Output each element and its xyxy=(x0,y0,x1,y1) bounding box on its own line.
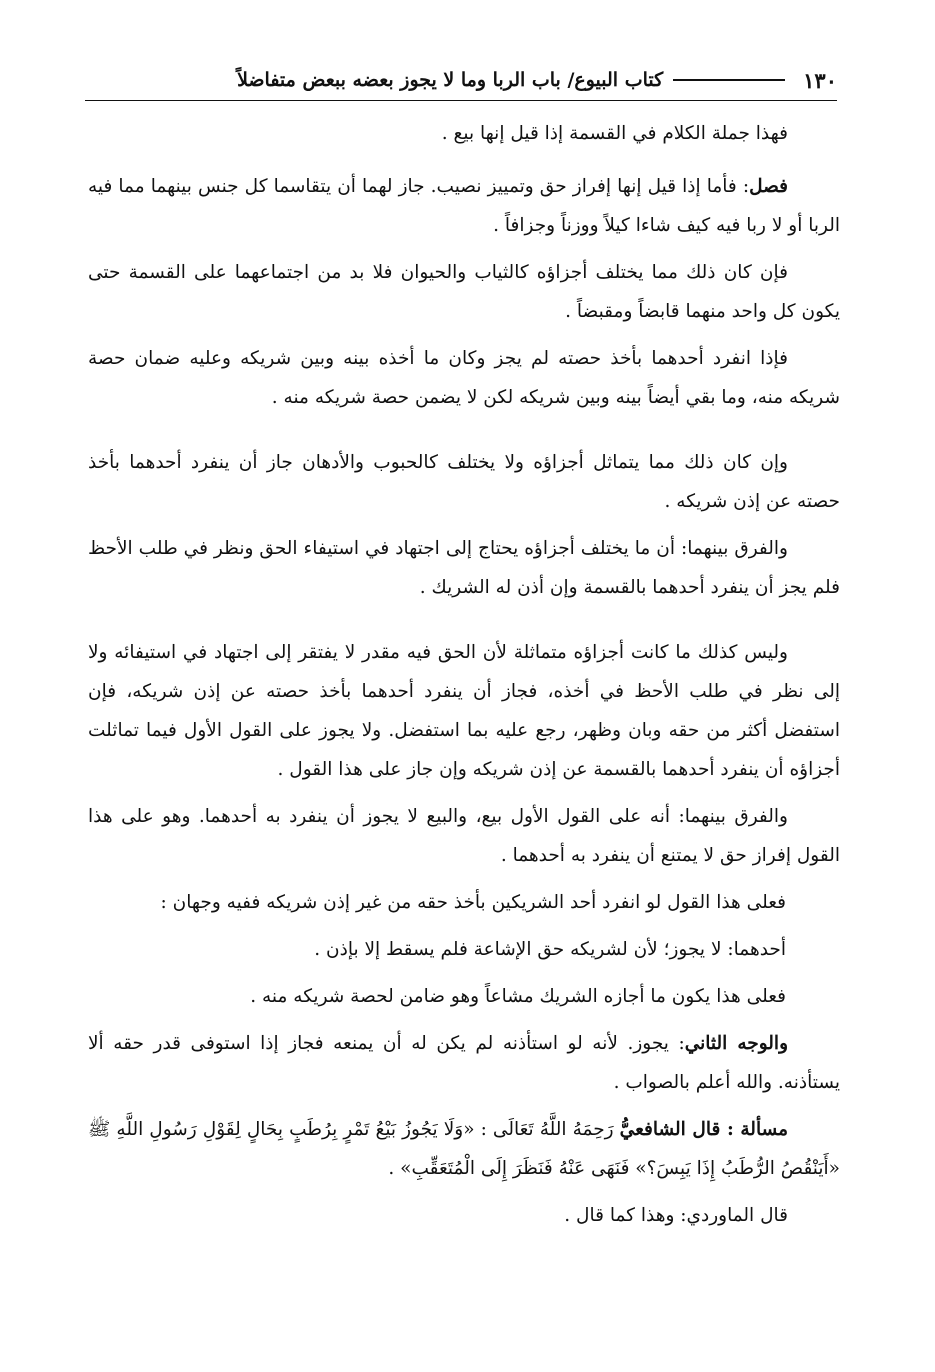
paragraph-7 xyxy=(88,633,840,789)
paragraph-5 xyxy=(88,443,840,521)
paragraph-4 xyxy=(88,339,840,417)
paragraph-text: : يجوز. لأنه لو استأذنه لم يكن له أن يمنعه فجاز إذا استوفى قدر حقه ألا يستأذنه. والله أعلم بالصواب . xyxy=(88,1033,840,1093)
paragraph-text: والفرق بينهما: أن ما يختلف أجزاؤه يحتاج إلى اجتهاد في استيفاء الحق ونظر في طلب الأحظ فلم يجز أن ينفرد أحدهما بالقسمة وإن أذن له الشريك . xyxy=(88,538,840,598)
paragraph-3 xyxy=(88,253,840,331)
second-aspect-heading: والوجه الثاني xyxy=(684,1033,789,1054)
paragraph-text: وليس كذلك ما كانت أجزاؤه متماثلة لأن الحق فيه مقدر لا يفتقر إلى اجتهاد في استيفائه ولا إلى نظر في طلب الأحظ في أخذه، فجاز أن ينفرد أحدهما بأخذ حصته عن إذن شريكه، فإن استفضل أكثر من حقه وبان وظهر، رجع عليه بما استفضل. ولا يجوز على القول الأول فيما تماثلت أجزاؤه أن ينفرد أحدهما بالقسمة عن إذن شريكه وإن جاز على هذا القول . xyxy=(88,642,840,780)
paragraph-text: وإن كان ذلك مما يتماثل أجزاؤه ولا يختلف كالحبوب والأدهان جاز أن ينفرد أحدهما بأخذ حصته عن إذن شريكه . xyxy=(88,452,840,512)
masala-heading: مسألة : قال الشافعيُّ xyxy=(619,1119,788,1140)
paragraph-9 xyxy=(88,883,794,922)
paragraph-14 xyxy=(88,1196,840,1235)
paragraph-2 xyxy=(88,167,840,245)
paragraph-text: فإن كان ذلك مما يختلف أجزاؤه كالثياب والحيوان فلا بد من اجتماعهما على القسمة حتى يكون كل واحد منهما قابضاً ومقبضاً . xyxy=(88,262,840,322)
paragraph-1 xyxy=(88,114,840,153)
paragraph-text: قال الماوردي: وهذا كما قال . xyxy=(564,1205,788,1226)
paragraph-text: أحدهما: لا يجوز؛ لأن لشريكه حق الإشاعة فلم يسقط إلا بإذن . xyxy=(314,939,786,960)
running-title: كتاب البيوع/ باب الربا وما لا يجوز بعضه ببعض متفاضلاً xyxy=(237,69,664,91)
paragraph-text: فعلى هذا القول لو انفرد أحد الشريكين بأخذ حقه من غير إذن شريكه ففيه وجهان : xyxy=(160,892,786,913)
paragraph-13 xyxy=(88,1110,840,1188)
header-rule xyxy=(673,79,785,81)
paragraph-text: : فأما إذا قيل إنها إفراز حق وتمييز نصيب. جاز لهما أن يتقاسما كل جنس بينهما مما فيه الربا أو لا ربا فيه كيف شاءا كيلاً ووزناً وجزافاً . xyxy=(88,176,840,236)
paragraph-11 xyxy=(88,977,794,1016)
paragraph-text: فعلى هذا يكون ما أجازه الشريك مشاعاً وهو ضامن لحصة شريكه منه . xyxy=(250,986,786,1007)
section-heading-fasl: فصل xyxy=(749,176,788,197)
paragraph-6 xyxy=(88,529,840,607)
page-header xyxy=(85,62,837,98)
header-divider xyxy=(85,100,837,101)
paragraph-10 xyxy=(88,930,794,969)
paragraph-text: فإذا انفرد أحدهما بأخذ حصته لم يجز وكان ما أخذه بينه وبين شريكه وعليه ضمان حصة شريكه منه، وما بقي أيضاً بينه وبين شريكه لكن لا يضمن حصة شريكه منه . xyxy=(88,348,840,408)
paragraph-text: والفرق بينهما: أنه على القول الأول بيع، والبيع لا يجوز أن ينفرد به أحدهما. وهو على هذا القول إفراز حق لا يمتنع أن ينفرد به أحدهما . xyxy=(88,806,840,866)
paragraph-8 xyxy=(88,797,840,875)
page-body xyxy=(88,114,840,1243)
paragraph-12 xyxy=(88,1024,840,1102)
quoted-text: رَحِمَهُ اللَّهُ تَعَالَى : «وَلَا يَجُوزُ بَيْعُ تَمْرٍ بِرُطَبٍ بِحَالٍ لِقَوْلِ رَسُولِ اللَّهِ ﷺ «أَيَنْقُصُ الرُّطَبُ إِذَا يَبِسَ؟» فَنَهَى عَنْهُ فَنَظَرَ إِلَى الْمُتَعَقِّبِ» . xyxy=(88,1119,840,1179)
paragraph-text: فهذا جملة الكلام في القسمة إذا قيل إنها بيع . xyxy=(441,123,788,144)
page-number: ١٣٠ xyxy=(803,67,837,93)
